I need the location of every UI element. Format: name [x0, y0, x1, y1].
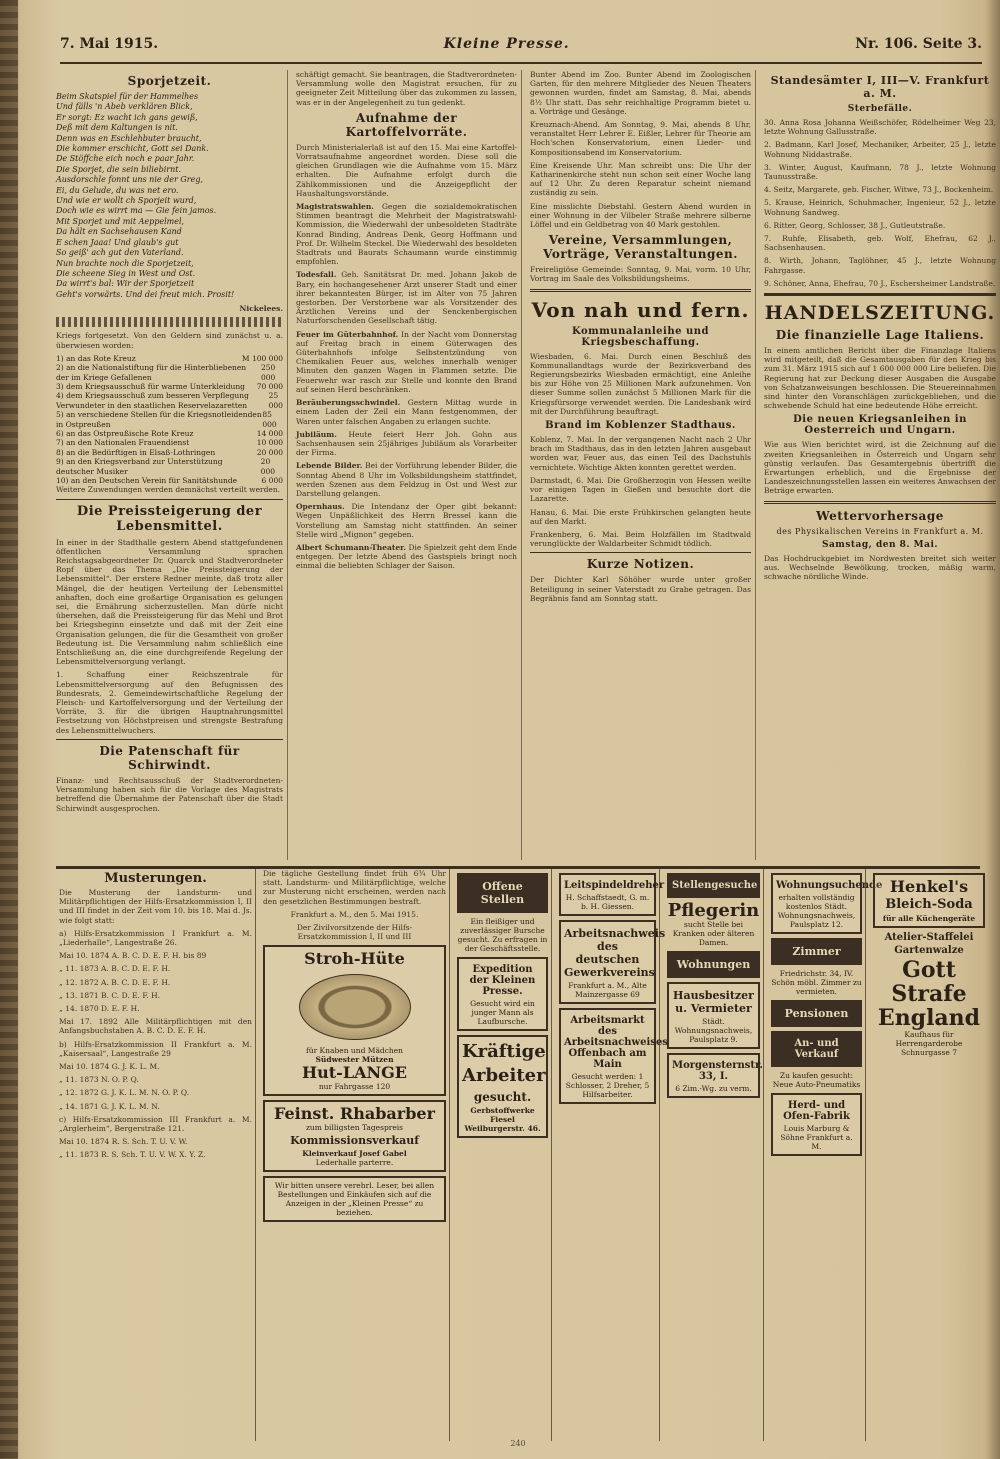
notes-text: Der Dichter Karl Söhöher wurde unter großer Beteiligung in seiner Vaterstadt zu Grabe getragen. Das Begräbnis fand am Sonntag statt. [530, 575, 751, 603]
divider [764, 501, 996, 504]
hat-shop-address: nur Fahrgasse 120 [318, 1082, 391, 1092]
owners-ad [667, 982, 760, 1049]
donation-intro: Kriegs fortgesetzt. Von den Geldern sind zunächst u. a. überwiesen worden: [56, 331, 283, 350]
images-heading: Lebende Bilder. [296, 461, 363, 471]
list-item: 4. Seitz, Margarete, geb. Fischer, Witwe, 73 J., Bockenheim. [764, 185, 994, 195]
weather-text: Das Hochdruckgebiet im Nordwesten breitet sich weiter aus. Wechselnde Bewölkung, trocken, mäßig warm, schwache nördliche Winde. [764, 553, 996, 582]
street-ad [667, 1053, 763, 1098]
images-text: Lebende Bilder. Bei der Vorführung lebender Bilder, die Sonntag Abend 8 Uhr im Volksbildungsheim stattfindet, werden Szenen aus dem Feldzug in Ost und West zur Darstellung gelangen. [296, 461, 518, 498]
donation-list [56, 354, 283, 486]
header-issue: Nr. 106. Seite 3. [855, 36, 982, 52]
poem-text: Beim Skatspiel für der Hammelhes Und fälls 'n Abeb verklären Blick, Er sorgt: Ez wacht ich gans gewiß, Deß mit dem Kaltungen is nit. Denn was en Eschlehbuter braucht, Die kommer erschicht, Gott sei Dank. De Stöffche eich noch e paar Jahr. Die Sporjet, die sein biliebirnt. Ausdorschle fonnt uns nie der Greg, Ei, du Gelude, du was net ero. Und wie er wollt ch Sporjeit wurd, Doch wie es wirrt ma — Gie fein jamos. Mit Sporjet und mit Aeppelmel, Da hält en Sachsehausen Kand E schen Jaaa! Und glaub's gut So geiß' ach gut den Vaterland. Nun brachte noch die Sporjetzeit, Die scheene Sieg in West und Ost. Da wirrt's bal: Wir der Sporjetzeit Geht's vorwärts. Und dei freut mich. Prosit! [56, 92, 235, 299]
donation-note: Weitere Zuwendungen werden demnächst verteilt werden. [56, 485, 281, 495]
ad-column-4 [556, 869, 668, 1441]
fire-heading: Feuer im Güterbahnhof. [296, 329, 399, 339]
list-item: „ 14. 1870 D. E. F. H. [59, 1004, 140, 1014]
items-text: Beräuberungsschwindel. Gestern Mittag wurde in einem Laden der Zeil ein Mann festgenommen, der Waren unter falschen Angaben zu erlangen suchte. [296, 398, 518, 426]
list-item: c) Hilfs-Ersatzkommission III Frankfurt a. M. „Arglerheim“, Bergerstraße 121. [59, 1114, 252, 1134]
loans-heading: Die neuen Kriegsanleihen in Oesterreich und Ungarn. [793, 414, 967, 437]
list-item: 5) an verschiedene Stellen für die Kriegsnotleidenden in Ostpreußen 85 000 [56, 410, 277, 429]
housing-seekers-text: erhalten vollständig kostenlos Städt. Wohnungsnachweis, Paulsplatz 12. [777, 893, 856, 929]
buy-sell-title: An- und Verkauf [794, 1038, 839, 1060]
england-text: Kaufhaus für Herrengarderobe Schnurgasse 7 [895, 1030, 963, 1057]
rooms-header [771, 938, 862, 965]
labor-office-text: Frankfurt a. M., Alte Mainzergasse 69 [568, 981, 647, 999]
garden-roller-title: Gartenwalze [894, 945, 964, 956]
labor-market-title: Arbeitsmarkt des Arbeitsnachweises Offenbach am Main [564, 1015, 668, 1070]
page-header [60, 36, 982, 64]
list-item: 3) dem Kriegsausschuß für warme Unterkleidung 70 000 [56, 381, 283, 391]
nurse-title: Stellengesuche [672, 880, 758, 891]
musterung-text: Die Musterung der Landsturm- und Militärpflichtigen der Hilfs-Ersatzkommission I, II und III findet in der Zeit vom 10. bis 18. Mai d. Js. wie folgt statt: [59, 888, 252, 925]
list-item: 9. Schöner, Anna, Ehefrau, 70 J., Eschersheimer Landstraße. [764, 278, 996, 288]
items-heading: Beräuberungsschwindel. [296, 398, 401, 408]
list-item: 2. Badmann, Karl Josef, Mechaniker, Arbeiter, 25 J., letzte Wohnung Niddastraße. [764, 140, 996, 159]
list-item: 6. Ritter, Georg, Schlosser, 38 J., Gutleutstraße. [764, 220, 946, 230]
article-text: Eine misslichte Diebstahl. Gestern Abend wurden in einer Wohnung in der Vilbeler Straße mehrere silberne Löffel und ein Geldbetrag von 40 Mark gestohlen. [530, 201, 751, 230]
article-text: Kreuznach-Abend. Am Sonntag, 9. Mai, abends 8 Uhr, veranstaltet Herr Lehrer E. Eißler, Lehrer für Theorie am Hoch'schen Konservatorium, einen Lieder- und Kompositionsabend im Konservatorium. [530, 120, 751, 157]
list-item: „ 14. 1871 G. J. K. L. M. N. [59, 1101, 160, 1111]
jobs-text: Ein fleißiger und zuverlässiger Bursche gesucht. Zu erfragen in der Geschäftsstelle. [457, 917, 548, 953]
meetings-heading: Vereine, Versammlungen, Vorträge, Veranstaltungen. [543, 233, 738, 262]
strafe-title: Strafe [891, 981, 967, 1007]
henkel-text: für alle Küchengeräte [882, 914, 976, 923]
opera-text: Opernhaus. Die Intendanz der Oper gibt bekannt: Wegen Unpäßlichkeit des Herrn Bressel kann die Vorstellung am Samstag nicht stattfinden. An seiner Stelle wird „Mignon“ gegeben. [296, 502, 518, 539]
list-item: 8. Wirth, Johann, Taglöhner, 45 J., letzte Wohnung Fahrgasse. [764, 256, 996, 275]
article-text: Eine Kreisende Uhr. Man schreibt uns: Die Uhr der Katharinenkirche steht nun schon seit einer Woche lang auf 12 Uhr. Zu deren Reparatur scheint niemand zuständig zu sein. [530, 160, 751, 198]
death-heading: Todesfall. [296, 270, 337, 280]
street-title: Morgensternstr. 33, I. [672, 1060, 763, 1082]
column-3 [530, 70, 756, 860]
list-item: Mai 10. 1874 G. J. K. L. M. [59, 1062, 160, 1072]
list-item: 30. Anna Rosa Johanna Weißschöfer, Rödelheimer Weg 23, letzte Wohnung Gallusstraße. [764, 118, 996, 137]
lathe-text: H. Schaffstaedt, G. m. b. H. Giessen. [565, 893, 650, 911]
list-item: 4) dem Kriegsausschuß zum besseren Verpflegung Verwundeter in den staatlichen Reservelazaretten 25 000 [56, 391, 283, 410]
musterung-note: Die tägliche Gestellung findet früh 6¾ Uhr statt. Landsturm- und Militärpflichtige, welche zur Musterung nicht erscheinen, werden nach den gesetzlichen Bestimmungen bestraft. [263, 869, 446, 906]
labor-office-title: Arbeitsnachweis des deutschen Gewerkvereins [564, 927, 666, 979]
readers-notice-text: Wir bitten unsere verehrl. Leser, bei allen Bestellungen und Einkäufen sich auf die Anzeigen in der „Kleinen Presse“ zu beziehen. [274, 1181, 435, 1218]
list-item: 10) an den Deutschen Verein für Sanitätshunde 6 000 [56, 476, 283, 486]
straw-hat-ad [263, 945, 446, 1096]
labor-market-ad [559, 1008, 668, 1104]
poem-heading: Sporjetzeit. [127, 74, 212, 88]
opera-heading: Opernhaus. [296, 502, 345, 512]
list-item: Mai 10. 1874 A. B. C. D. E. F. H. bis 89 [59, 951, 207, 961]
ad-column-2 [260, 869, 450, 1441]
ad-column-6 [768, 869, 883, 1441]
ad-column-5 [664, 869, 764, 1441]
ad-column-7 [870, 869, 988, 1441]
article-text: Frankenberg, 6. Mai. Beim Holzfällen im Stadtwald verunglückte der Waldarbeiter Schmidt tödlich. [530, 529, 751, 549]
weather-heading: Wettervorhersage [816, 508, 944, 523]
nurse-header [667, 873, 760, 898]
workers-title: Kräftige Arbeiter [462, 1041, 546, 1086]
workers-ad [457, 1035, 548, 1138]
list-item: „ 11. 1873 N. O. P. Q. [59, 1075, 139, 1085]
street-text: 6 Zim.-Wg. zu verm. [675, 1084, 752, 1093]
registry-heading: Standesämter I, III—V. Frankfurt a. M. [770, 74, 990, 100]
header-date: 7. Mai 1915. [60, 36, 159, 52]
article-columns [56, 70, 996, 860]
workers-sub: gesucht. [473, 1090, 532, 1104]
housing-seekers-title: Wohnungsuchende [776, 880, 883, 891]
nurse-big: Pflegerin [667, 900, 760, 921]
potato-heading: Aufnahme der Kartoffelvorräte. [345, 110, 468, 139]
owners-text: Städt. Wohnungsnachweis, Paulsplatz 9. [674, 1017, 753, 1044]
weather-day: Samstag, den 8. Mai. [821, 539, 939, 550]
list-item: „ 12. 1872 A. B. C. D. E. F. H. [59, 977, 171, 987]
potato-text: Durch Ministerialerlaß ist auf den 15. Mai eine Kartoffel-Vorratsaufnahme angeordnet worden. Diese soll die gleichen Grundlagen wie die Aufnahme vom 15. März erhalten. Die Aufnahme erfolgt durch die Zählkommissionen und die Anzeigepflicht der Haushaltungsvorstände. [296, 142, 517, 198]
weather-subheading: des Physikalischen Vereins in Frankfurt a. M. [776, 526, 984, 536]
rhubarb-ad [263, 1100, 446, 1172]
list-item: 8) an die Bedürftigen in Elsaß-Lothringen 20 000 [56, 447, 283, 457]
expedition-text: Gesucht wird ein junger Mann als Laufbursche. [470, 999, 535, 1026]
rooms-title: Zimmer [792, 945, 841, 958]
fire2-text: Koblenz, 7. Mai. In der vergangenen Nacht nach 2 Uhr brach im Stadthaus, das in den letzten Jahren ausgebaut worden war, Feuer aus, das einen Teil des Dachstuhls vernichtete. Wichtige Akten konnten gerettet werden. [530, 435, 751, 472]
italy-heading: Die finanzielle Lage Italiens. [775, 328, 985, 343]
labor-office-ad [559, 920, 666, 1004]
expedition-title: Expedition der Kleinen Presse. [469, 964, 536, 997]
divider [530, 552, 751, 553]
elections-text: Magistratswahlen. Gegen die sozialdemokratischen Stimmen beantragt die Mehrheit der Magistratswahl-Kommission, die Wiederwahl der unbesoldeten Stadträte Konrad Binding, Andreas Denk, Georg Hoffmann und Prof. Dr. Wilhelm Steckel. Die Wiederwahl des besoldeten Stadtrats und Baurats Schaumann wurde einstimmig empfohlen. [296, 202, 517, 267]
pension-header [771, 1000, 862, 1027]
gott-title: Gott [902, 957, 956, 983]
musterung-signature: Der Zivilvorsitzende der Hilfs-Ersatzkommission I, II und III [296, 923, 413, 942]
lathe-ad [559, 873, 665, 916]
prices-heading: Die Preissteigerung der Lebensmittel. [76, 503, 263, 534]
housing-title: Wohnungen [676, 958, 751, 971]
england-title: England [877, 1005, 981, 1031]
readers-notice [263, 1176, 446, 1222]
list-item: 6) an das Ostpreußische Rote Kreuz 14 000 [56, 428, 283, 438]
commission-text: Kleinverkauf Josef Gabel [302, 1149, 407, 1159]
patron-heading: Die Patenschaft für Schirwindt. [99, 743, 240, 772]
workers-address: Gerbstoffwerke Fiesel Weilburgerstr. 46. [464, 1106, 541, 1133]
list-item: Mai 10. 1874 R. S. Sch. T. U. V. W. [59, 1137, 188, 1147]
article-text: Hanau, 6. Mai. Die erste Frühkirschen gelangten heute auf den Markt. [530, 507, 751, 526]
header-title: Kleine Presse. [443, 36, 570, 52]
fire-text: Feuer im Güterbahnhof. In der Nacht vom Donnerstag auf Freitag brach in einem Güterwagen des Güterbahnhofs infolge Selbstentzündung von Chemikalien Feuer aus, welches innerhalb weniger Minuten den ganzen Wagen in Flammen setzte. Die Feuerwehr war rasch zur Stelle und konnte den Brand auf seinen Herd beschränken. [296, 329, 518, 394]
far-heading: Von nah und fern. [531, 297, 750, 322]
henkel-sub: Bleich-Soda [885, 897, 973, 912]
nurse-text: sucht Stelle bei Kranken oder älteren Damen. [672, 920, 755, 947]
list-item: „ 13. 1871 B. C. D. E. F. H. [59, 990, 161, 1000]
owners-title: Hausbesitzer u. Vermieter [673, 989, 754, 1015]
rooms-text: Friedrichstr. 34, IV. Schön möbl. Zimmer zu vermieten. [771, 969, 862, 996]
trade-heading: HANDELSZEITUNG. [764, 302, 996, 325]
notes-heading: Kurze Notizen. [586, 557, 695, 572]
list-item: „ 11. 1873 R. S. Sch. T. U. V. W. X. Y. Z. [59, 1150, 206, 1160]
list-item: 3. Winter, August, Kaufmann, 78 J., letzte Wohnung Taunusstraße. [764, 162, 996, 182]
jobs-header [457, 873, 548, 913]
list-item: 9) an den Kriegsverband zur Unterstützung deutscher Musiker 20 000 [56, 457, 275, 476]
jubilee-heading: Jubiläum. [296, 429, 337, 439]
musterung-title: Musterungen. [104, 871, 207, 886]
list-item: „ 11. 1873 A. B. C. D. E. F. H. [59, 964, 171, 974]
pension-title: Pensionen [784, 1007, 849, 1020]
divider [530, 289, 751, 292]
theater-text: Albert Schumann-Theater. Die Spielzeit geht dem Ende entgegen. Der letzte Abend des Gastspiels bringt noch einmal die beliebten Schlager der Saison. [296, 542, 517, 571]
straw-hat-title: Stroh-Hüte [304, 949, 405, 969]
list-item: 7) an den Nationalen Frauendienst 10 000 [56, 438, 283, 448]
stove-ad [771, 1093, 862, 1156]
binding-spine [0, 0, 18, 1459]
divider [56, 499, 283, 500]
stove-text: Louis Marburg & Söhne Frankfurt a. M. [780, 1124, 853, 1151]
loans-text: Wie aus Wien berichtet wird, ist die Zeichnung auf die zweiten Kriegsanleihen in Österreich und Ungarn sehr günstig verlaufen. Das Gesamtergebnis übertrifft die Erwartungen erheblich, und die Ergebnisse der Landeszeichnungsstellen lassen ein weiteres Anwachsen der Beträge erwarten. [764, 440, 996, 496]
hat-shop-name: Hut-LANGE [302, 1063, 407, 1083]
column-1 [56, 70, 288, 860]
straw-hat-icon [299, 974, 411, 1040]
list-item: b) Hilfs-Ersatzkommission II Frankfurt a. M. „Kaisersaal“, Langestraße 29 [59, 1039, 252, 1058]
column-2 [296, 70, 522, 860]
ad-column-1 [56, 869, 256, 1441]
page-footer: 240 [510, 1439, 526, 1448]
far-subheading: Kommunalanleihe und Kriegsbeschaffung. [572, 325, 709, 348]
elections-heading: Magistratswahlen. [296, 202, 374, 212]
list-item: 5. Krause, Heinrich, Schuhmacher, Ingenieur, 52 J., letzte Wohnung Sandweg. [764, 198, 996, 217]
expedition-ad [457, 957, 548, 1031]
lathe-title: Leitspindeldreher [564, 880, 665, 891]
buy-sell-text: Zu kaufen gesucht: Neue Auto-Pneumatiks [772, 1071, 861, 1089]
list-item: 7. Ruhfe, Elisabeth, geb. Wolf, Ehefrau, 62 J., Sachsenhausen. [764, 234, 996, 253]
article-text: schäftigt gemacht. Sie beantragen, die Stadtverordneten-Versammlung wolle den Magistrat ersuchen, für zu geeigneter Zeit Mitteilung über das zukommen zu lassen, was er in der Angelegenheit zu tun gedenkt. [296, 70, 517, 107]
commission-address: Lederhalle parterre. [315, 1158, 394, 1168]
henkel-title: Henkel's [889, 877, 969, 896]
labor-market-text: Gesucht werden: 1 Schlosser, 2 Dreher, 5 Hilfsarbeiter. [565, 1072, 650, 1099]
divider [764, 293, 996, 296]
fire2-heading: Brand im Koblenzer Stadthaus. [545, 420, 736, 432]
housing-seekers-ad [771, 873, 883, 934]
article-text: Bunter Abend im Zoo. Bunter Abend im Zoologischen Garten, für den mehrere Mitglieder des Neuen Theaters gewonnen wurden, findet am Samstag, 8. Mai, abends 8½ Uhr statt. Das sehr reichhaltige Programm bietet u. a. Vorträge und Gesänge. [530, 70, 751, 116]
list-item: a) Hilfs-Ersatzkommission I Frankfurt a. M. „Liederhalle“, Langestraße 26. [59, 928, 252, 948]
jubilee-text: Jubiläum. Heute feiert Herr Joh. Gohn aus Sachsenhausen sein 25jähriges Jubiläum als Vorarbeiter der Firma. [296, 429, 517, 458]
list-item: 1) an das Rote Kreuz M 100 000 [56, 353, 283, 363]
death-text: Todesfall. Geh. Sanitätsrat Dr. med. Johann Jakob de Bary, ein hochangesehener Arzt unserer Stadt und einer ihrer bekanntesten Bürger, ist im Alter von 75 Jahren gestorben. Der Verstorbene war als Vorsitzender des Ärztlichen Vereins und der Senckenbergischen Naturforschenden Gesellschaft tätig. [296, 270, 517, 326]
henkel-ad [873, 873, 985, 928]
theater-heading: Albert Schumann-Theater. [296, 542, 406, 552]
rhubarb-title: Feinst. Rhabarber [274, 1104, 435, 1124]
registry-subheading: Sterbefälle. [847, 104, 913, 114]
straw-hat-sub2: Südwester Mützen [315, 1055, 394, 1065]
prices-text: In einer in der Stadthalle gestern Abend stattgefundenen öffentlichen Versammlung sprachen Reichstagsabgeordneter Dr. Quarck und Stadtverordneter Ropf über das Thema „Die Preissteigerung der Lebensmittel“. Der erstere Redner meinte, daß trotz aller Mängel, die der heutigen Verteilung der Lebensmittel anhaften, doch eine großartige Organisation es gelungen sei, die Ernährung sicherzustellen. Man dürfe nicht übersehen, daß die Preissteigerung für das Mehl und Brot bei Kriegsbeginn einsetzte und daß mit der Zeit eine Organisation gelungen, die für die Gesamtheit von großer Bedeutung ist. Die Versammlung nahm schließlich eine Entschließung an, die eine durchgreifende Regelung der Lebensmittelversorgung verlangt. [56, 537, 283, 667]
rhubarb-text: zum billigsten Tagespreis [305, 1123, 404, 1133]
buy-sell-header [771, 1031, 862, 1067]
patron-text: Finanz- und Rechtsausschuß der Stadtverordneten-Versammlung haben sich für die Vorlage des Magistrats betreffend die Übernahme der Patenschaft über die Stadt Schirwindt ausgesprochen. [56, 775, 283, 813]
ornament-rule [56, 317, 283, 327]
musterung-date: Frankfurt a. M., den 5. Mai 1915. [290, 909, 419, 919]
jobs-title: Offene Stellen [480, 880, 525, 906]
far-text: Wiesbaden, 6. Mai. Durch einen Beschluß des Kommunallandtags wurde der Bezirksverband des Regierungsbezirks Wiesbaden ermächtigt, eine Anleihe bis zur Höhe von 25 Millionen Mark aufzunehmen. Von dieser Summe sollen zunächst 5 Millionen Mark für die Kriegsfürsorge verwendet werden. Die Landesbank wird mit der Durchführung beauftragt. [530, 351, 751, 416]
resolution-text: 1. Schaffung einer Reichszentrale für Lebensmittelversorgung auf den Befugnissen des Bundesrats, 2. Gemeindewirtschaftliche Regelung der Fleisch- und Kartoffelversorgung und der Verteilung der Vorräte, 3. für die übrigen Hauptnahrungsmittel Festsetzung von Höchstpreisen und strengste Bestrafung des Lebensmittelwuchers. [56, 670, 283, 735]
list-item: 2) an die Nationalstiftung für die Hinterbliebenen der im Kriege Gefallenen 250 000 [56, 363, 276, 382]
meetings-text: Freireligiöse Gemeinde: Sonntag, 9. Mai, vorm. 10 Uhr, Vortrag im Saale des Volksbildungsheims. [530, 265, 751, 284]
advertisement-section [56, 866, 980, 1441]
poem-signature: Nickelees. [239, 304, 283, 314]
commission-title: Kommissionsverkauf [290, 1134, 419, 1148]
italy-text: In einem amtlichen Bericht über die Finanzlage Italiens wird mitgeteilt, daß die Gesamtausgaben für den Krieg bis zum 31. März 1915 sich auf 1 600 000 000 Lire beliefen. Die Regierung hat zur Deckung dieser Ausgaben die Ausgabe von Schatzanweisungen beschlossen. Die Steuereinnahmen sind hinter den Voranschlägen zurückgeblieben, und die schwebende Schuld hat eine bedeutende Höhe erreicht. [764, 346, 996, 411]
list-item: „ 12. 1872 G. J. K. L. M. N. O. P. Q. [59, 1088, 190, 1098]
housing-header [667, 951, 760, 978]
column-4 [764, 70, 1000, 860]
list-item: Mai 17. 1892 Alle Militärpflichtigen mit den Anfangsbuchstaben A. B. C. D. E. F. H. [59, 1017, 252, 1036]
straw-hat-sub: für Knaben und Mädchen [305, 1046, 404, 1056]
divider [56, 739, 283, 740]
ad-column-3 [454, 869, 552, 1441]
article-text: Darmstadt, 6. Mai. Die Großherzogin von Hessen weilte vor einigen Tagen in Gießen und besuchte dort die Lazarette. [530, 475, 751, 504]
easel-title: Atelier-Staffelei [884, 932, 974, 943]
stove-title: Herd- und Ofen-Fabrik [783, 1100, 850, 1122]
